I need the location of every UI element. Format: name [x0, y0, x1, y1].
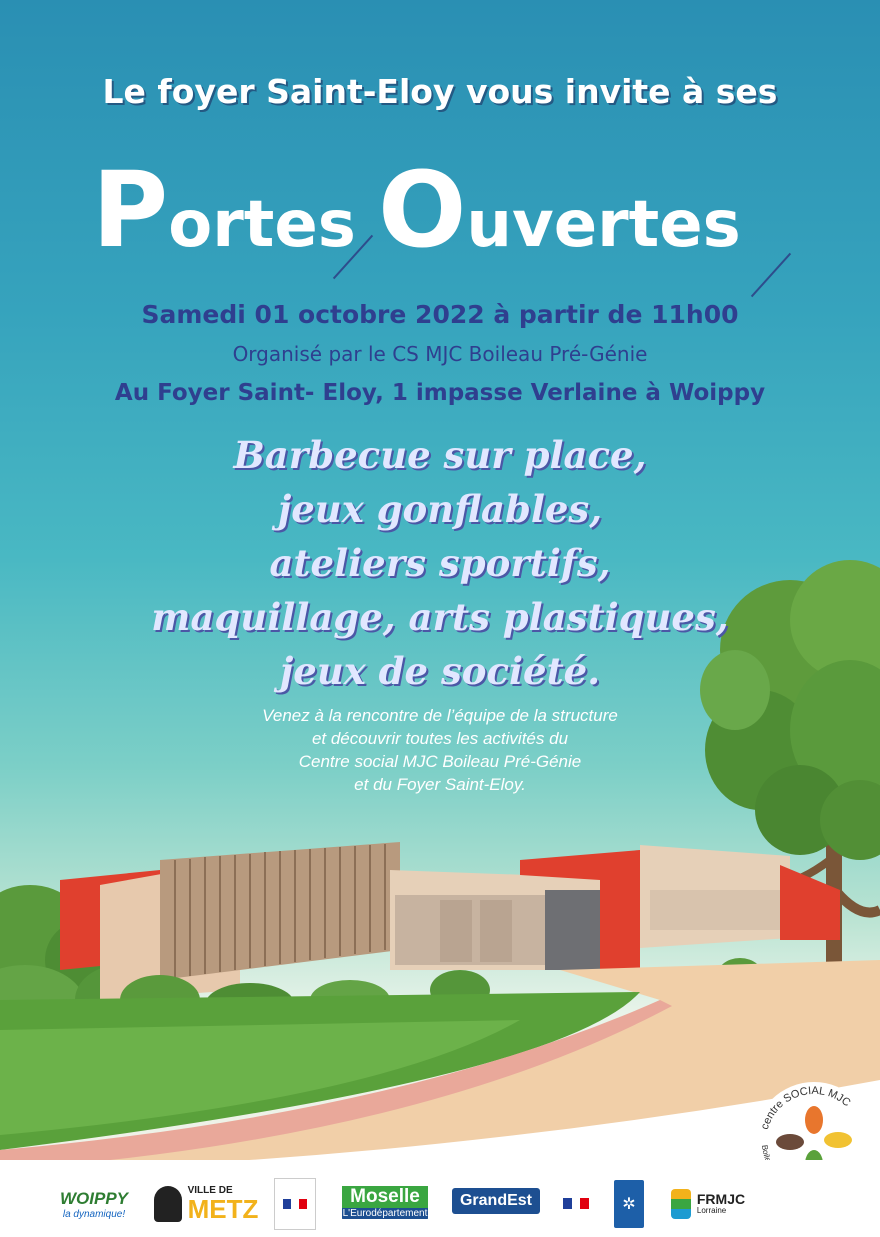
title-initial-o: O: [378, 149, 467, 271]
social-logo-top-text: centre SOCIAL MJC: [758, 1084, 853, 1131]
invite-heading: Le foyer Saint-Eloy vous invite à ses: [102, 72, 778, 111]
activity-item: jeux de société.: [279, 649, 601, 693]
title-initial-p: P: [92, 149, 169, 271]
activity-item: maquillage, arts plastiques,: [151, 595, 729, 639]
event-place-name: Au Foyer Saint- Eloy: [114, 380, 376, 406]
caf-snowflake-icon: ✲: [622, 1196, 636, 1213]
event-organizer: Organisé par le CS MJC Boileau Pré-Génie: [232, 342, 648, 366]
french-flag-icon: [283, 1199, 307, 1209]
activity-item: ateliers sportifs,: [269, 541, 611, 585]
caf-logo: [614, 1180, 644, 1228]
departement-logo: [553, 1182, 599, 1224]
french-flag-icon: [563, 1198, 589, 1209]
frmjc-sub: Lorraine: [696, 1206, 727, 1216]
metz-small: VILLE DE: [187, 1185, 233, 1196]
title-portes-ouvertes: [0, 149, 880, 288]
title-word-ouvertes: [378, 149, 741, 271]
title-rest-portes: ortes: [168, 188, 356, 262]
metz-name: METZ: [187, 1194, 259, 1224]
title-word-portes: [92, 149, 356, 271]
note-line: et découvrir toutes les activités du: [311, 729, 569, 748]
title-rest-ouvertes: uvertes: [466, 188, 741, 262]
note-line: Centre social MJC Boileau Pré-Génie: [298, 752, 582, 771]
metz-logo: [152, 1180, 260, 1228]
activity-item: Barbecue sur place,: [233, 433, 647, 477]
event-place: [0, 380, 880, 406]
social-logo-bottom-text: Boil: [760, 1144, 772, 1159]
moselle-sub: L'Eurodépartement: [342, 1207, 428, 1219]
invitation-note: [0, 704, 880, 796]
event-date: Samedi 01 octobre 2022 à partir de 11h00: [141, 300, 739, 329]
frmjc-icon: [671, 1189, 691, 1219]
grandest-logo: [452, 1188, 540, 1214]
partner-logos-bar: [0, 1160, 880, 1237]
frmjc-logo: [658, 1182, 758, 1226]
note-line: Venez à la rencontre de l’équipe de la structure: [262, 706, 618, 725]
activities-list: [0, 428, 880, 698]
prefecture-logo: [274, 1178, 316, 1230]
activity-item: jeux gonflables,: [277, 487, 603, 531]
frmjc-name: FRMJC: [696, 1190, 746, 1207]
woippy-tagline: la dynamique!: [62, 1208, 126, 1220]
woippy-logo: [48, 1182, 140, 1226]
moselle-logo: [342, 1182, 428, 1222]
grandest-name: GrandEst: [459, 1192, 532, 1209]
metz-mascot-icon: [154, 1186, 182, 1222]
woippy-name: WOIPPY: [59, 1188, 128, 1208]
title-slash-2: [751, 253, 791, 297]
event-place-address: , 1 impasse Verlaine à Woippy: [375, 380, 766, 406]
note-line: et du Foyer Saint-Eloy.: [354, 775, 526, 794]
moselle-name: Moselle: [342, 1186, 428, 1208]
